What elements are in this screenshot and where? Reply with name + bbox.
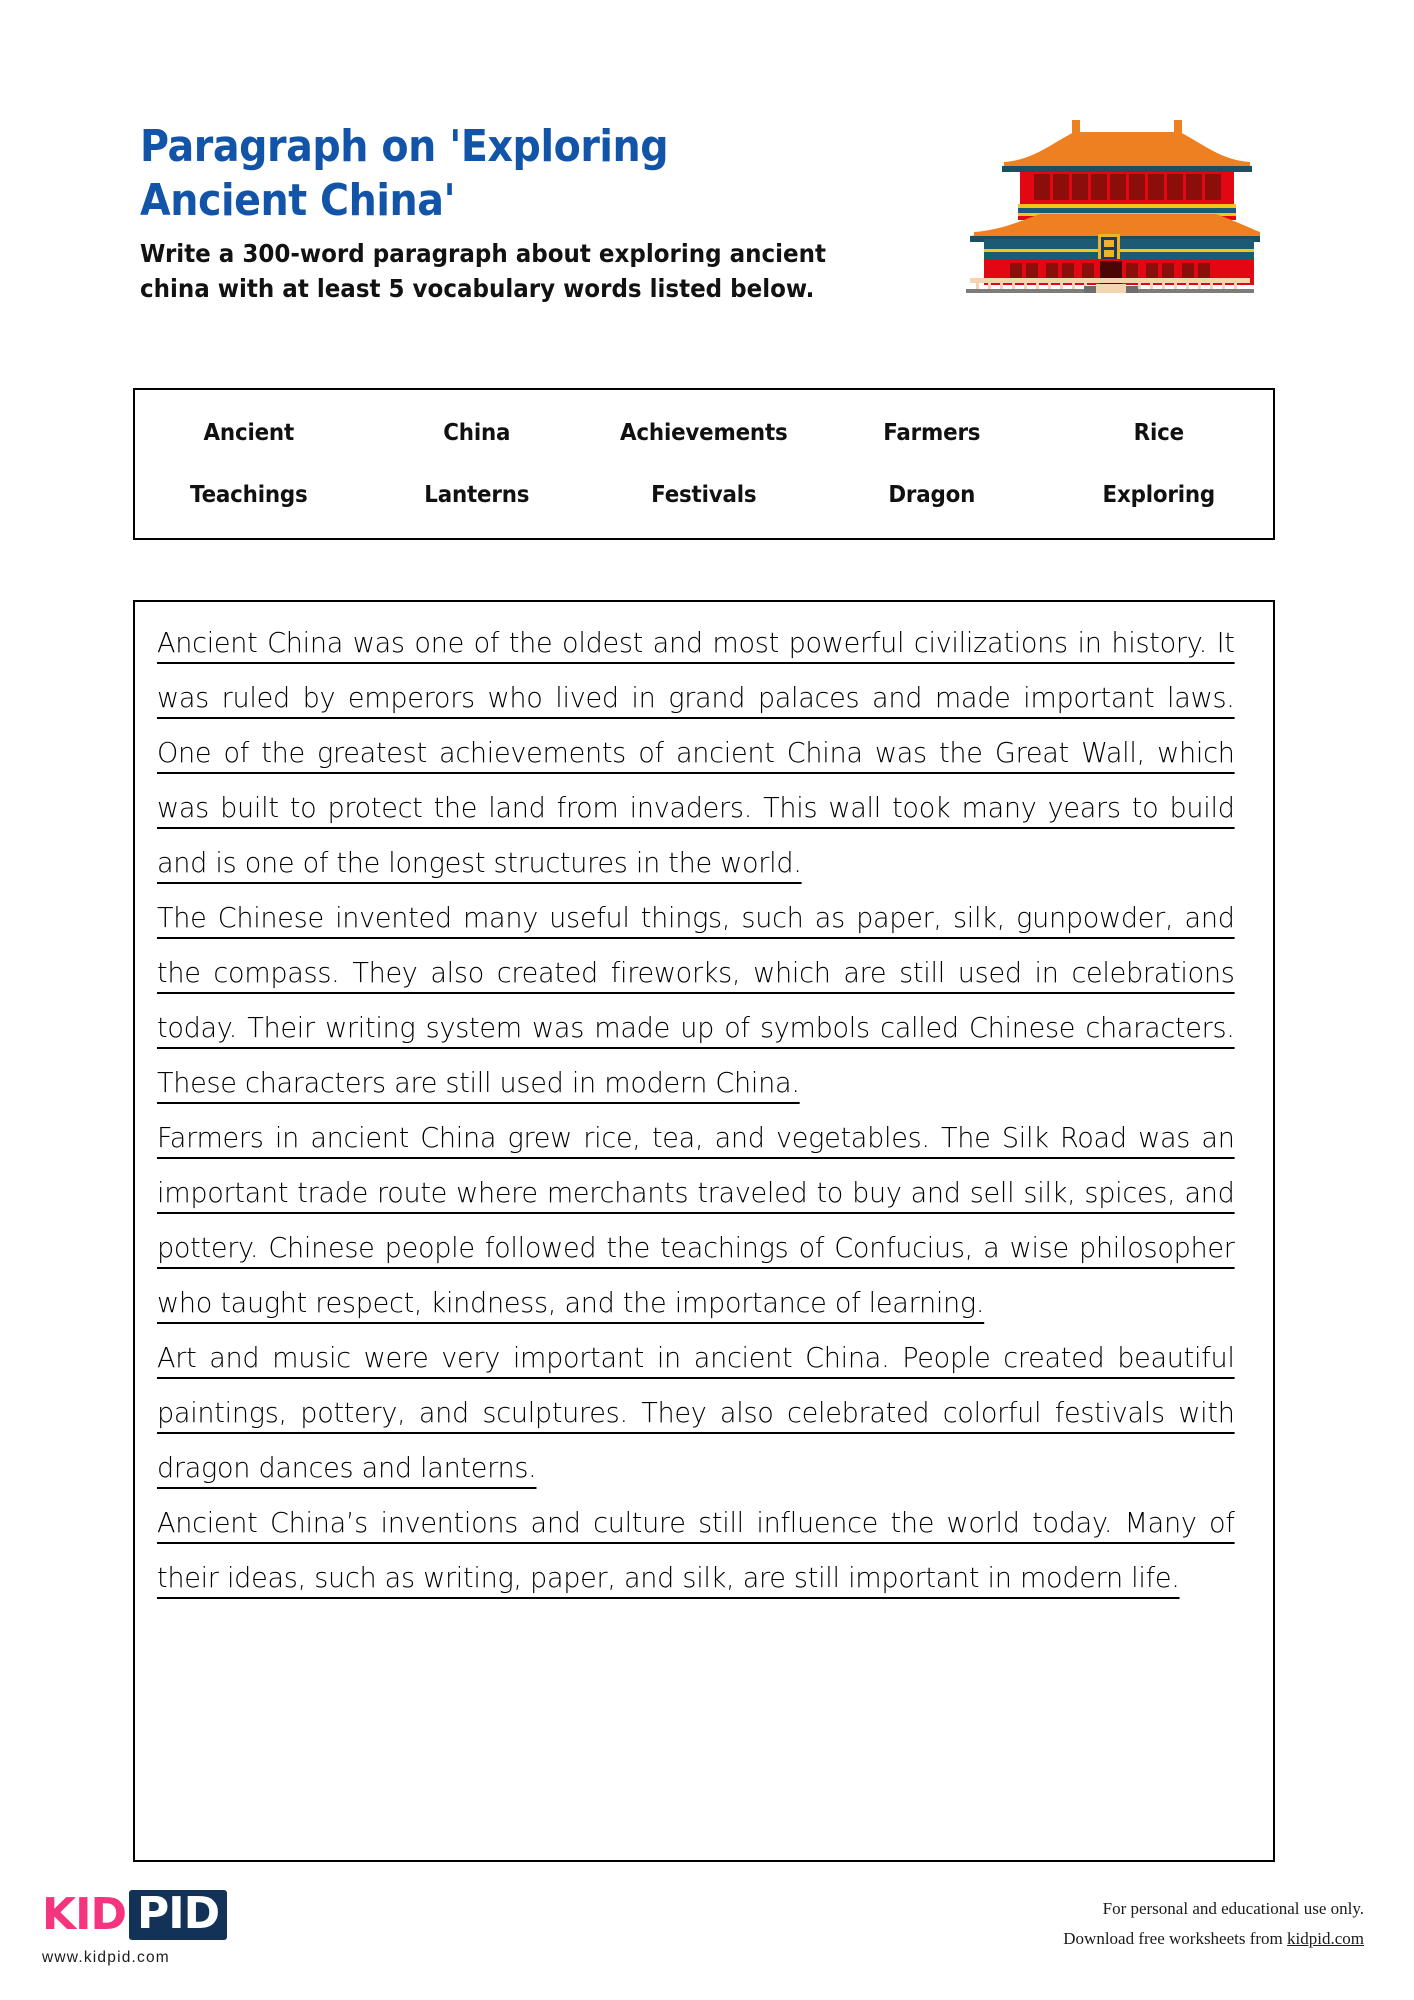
vocabulary-word: Festivals	[651, 482, 757, 508]
vocabulary-word: China	[442, 420, 510, 446]
kidpid-link[interactable]: kidpid.com	[1287, 1928, 1364, 1948]
chinese-temple-illustration	[960, 108, 1260, 293]
logo-website-url: www.kidpid.com	[42, 1949, 170, 1966]
vocabulary-word: Lanterns	[423, 482, 529, 508]
footer-usage-notice: For personal and educational use only.	[1102, 1899, 1364, 1918]
vocabulary-word: Rice	[1134, 420, 1185, 446]
vocabulary-word: Achievements	[620, 420, 788, 446]
answer-paragraph: Ancient China was one of the oldest and most powerful civilizations in history. It was ruled by emperors who lived in grand palaces and made important laws. One of the greatest achievements of ancient China was the Great Wall, which was built to protect the land from invaders. This wall took many years to build and is one of the longest structures in the world.	[157, 627, 1235, 879]
footer-download-prefix: Download free worksheets from	[1063, 1928, 1288, 1948]
logo-text-pid: PID	[129, 1890, 227, 1940]
answer-paragraph: The Chinese invented many useful things, such as paper, silk, gunpowder, and the compass. They also created fireworks, which are still used in celebrations today. Their writing system was made up of symbols called Chinese characters. These characters are still used in modern China.	[157, 902, 1235, 1099]
vocabulary-word-box	[133, 388, 1275, 540]
answer-paragraph: Farmers in ancient China grew rice, tea, and vegetables. The Silk Road was an important trade route where merchants traveled to buy and sell silk, spices, and pottery. Chinese people followed the teachings of Confucius, a wise philosopher who taught respect, kindness, and the importance of learning.	[157, 1122, 1235, 1319]
answer-paragraph: Ancient China’s inventions and culture still influence the world today. Many of their ideas, such as writing, paper, and silk, are still important in modern life.	[157, 1507, 1235, 1594]
page-title: Paragraph on 'Exploring Ancient China'	[140, 121, 669, 226]
page-instructions: Write a 300-word paragraph about exploring ancient china with at least 5 vocabulary words listed below.	[140, 239, 826, 303]
logo-mark	[42, 1890, 272, 1940]
vocabulary-word: Dragon	[888, 482, 976, 508]
footer-notice	[1063, 1894, 1364, 1954]
answer-paragraph: Art and music were very important in ancient China. People created beautiful paintings, pottery, and sculptures. They also celebrated colorful festivals with dragon dances and lanterns.	[157, 1342, 1235, 1484]
kidpid-logo[interactable]	[42, 1890, 272, 1967]
vocabulary-word: Farmers	[883, 420, 981, 446]
vocabulary-row	[135, 402, 1273, 464]
vocabulary-word: Ancient	[203, 420, 295, 446]
vocabulary-word: Teachings	[190, 482, 308, 508]
vocabulary-word: Exploring	[1102, 482, 1216, 508]
footer-download-line	[1063, 1924, 1364, 1954]
vocabulary-row	[135, 464, 1273, 526]
writing-answer-area[interactable]	[133, 600, 1275, 1862]
logo-text-kid: KID	[42, 1889, 126, 1940]
page-footer	[0, 1880, 1414, 2000]
